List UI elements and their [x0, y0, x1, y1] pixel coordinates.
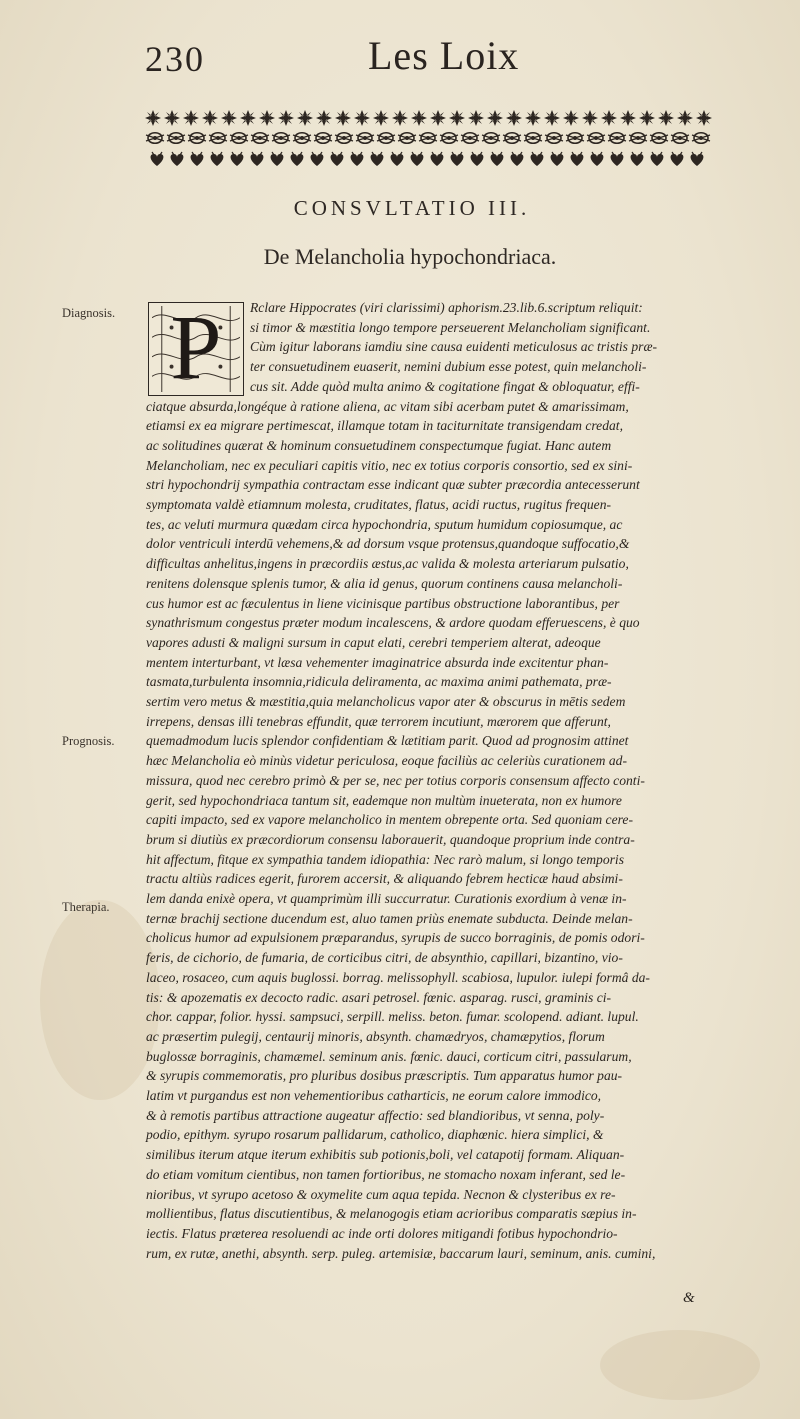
text-line: irrepens, densas illi tenebras effundit, quæ terrorem incutiunt, mærorem que afferunt, [146, 713, 611, 729]
text-line: buglossæ borraginis, chamæmel. seminum anis. fœnic. dauci, corticum citri, passularum, [146, 1048, 632, 1064]
text-line: gerit, sed hypochondriaca tantum sit, eademque non multùm inueterata, non ex humore [146, 792, 622, 808]
text-line: Cùm igitur laborans iamdiu sine causa euidenti meticulosus ac tristis præ- [250, 339, 658, 355]
paper-stain [600, 1330, 760, 1400]
paper-stain [40, 900, 160, 1100]
text-line: ciatque absurda,longéque à ratione aliena, ac vitam sibi acerbam putet & amarissimam, [146, 398, 629, 414]
margin-note-prognosis: Prognosis. [62, 734, 115, 748]
text-line: ternæ brachij sectione ducendum est, aluo tamen priùs enemate subducta. Deinde melan- [146, 910, 633, 926]
text-line: si timor & mæstitia longo tempore perseuerent Melancholiam significant. [250, 319, 651, 335]
text-line: quemadmodum lucis splendor confidentiam & lætitiam parit. Quod ad prognosim attinet [146, 733, 629, 749]
text-line: feris, de cichorio, de fumaria, de corticibus citri, de absynthio, capillari, bizantino, vio- [146, 950, 623, 966]
text-line: tractu altiùs radices egerit, furorem accersit, & aliquando febrem hecticæ haud absimi- [146, 871, 623, 887]
text-line: rum, ex rutæ, anethi, absynth. serp. puleg. artemisiæ, baccarum lauri, seminum, anis. cumini, [146, 1245, 656, 1261]
text-line: tasmata,turbulenta insomnia,ridicula deliramenta, ac maxima animi pathemata, præ- [146, 674, 612, 690]
text-line: hit affectum, fitque ex sympathia tandem idiopathia: Nec rarò malum, si longo temporis [146, 851, 624, 867]
text-line: & syrupis commemoratis, pro pluribus dosibus præscriptis. Tum apparatus humor pau- [146, 1068, 623, 1084]
text-line: cholicus humor ad expulsionem præparandus, syrupis de succo borraginis, de pomis odori- [146, 930, 645, 946]
ornamental-headpiece [145, 104, 715, 174]
text-line: missura, quod nec cerebro primò & per se, nec per totius corporis consensum affecto conti- [146, 772, 645, 788]
drop-cap-letter: P [170, 296, 222, 398]
page-number: 230 [145, 39, 205, 79]
text-line: tis: & apozematis ex decocto radic. asari petrosel. fœnic. asparag. rusci, graminis ci- [146, 989, 612, 1005]
text-line: nioribus, vt syrupo acetoso & oxymelite cum aqua tepida. Necnon & clysteribus ex re- [146, 1186, 616, 1202]
running-head: Les Loix [368, 33, 520, 78]
text-line: mentem interturbant, vt læsa vehementer imaginatrice absurda inde excitentur phan- [146, 654, 609, 670]
text-line: ac solitudines quærat & hominum consuetudinem conspectumque fugiat. Hanc autem [146, 437, 612, 453]
text-line: lem danda enixè opera, vt quamprimùm illi succurratur. Curationis exordium à venæ in- [146, 891, 627, 906]
text-line: difficultas anhelitus,ingens in præcordiis æstus,ac valida & molesta arteriarum pulsatio, [146, 556, 629, 572]
text-line: chor. cappar, folior. hyssi. sampsuci, serpill. meliss. beton. fumar. scolopend. adiant. lupul. [146, 1009, 639, 1025]
text-line: brum si diutiùs ex præcordiorum consensu laborauerit, quandoque proprium inde contra- [146, 831, 635, 847]
text-line: dolor ventriculi interdū vehemens,& ad dorsum vsque protensus,quandoque suffocatio,& [146, 536, 630, 552]
text-line: ac præsertim pulegij, centaurij minoris, absynth. chamædryos, chamæpytios, florum [146, 1028, 605, 1044]
text-line: etiamsi ex ea migrare pertimescat, illamque totam in taciturnitate transigendam credat, [146, 418, 623, 434]
text-line: stri hypochondrij sympathia contractam esse indicant quæ subter præcordia antecesserunt [146, 477, 640, 493]
text-line: latim vt purgandus est non vehementioribus catharticis, ne eorum calore immodico, [146, 1088, 602, 1103]
text-line: iectis. Flatus præterea resoluendi ac inde orti dolores mitigandi fotibus hypochondrio- [146, 1225, 618, 1241]
text-line: Melancholiam, nec ex peculiari capitis vitio, nec ex totius corporis consortio, sed ex sini- [146, 457, 633, 473]
text-line: capiti impacto, sed ex vapore melancholico in mentem obrepente orta. Sed quoniam cere- [146, 812, 633, 828]
text-line: cus sit. Adde quòd multa animo & cogitatione fingat & obloquatur, effi- [250, 378, 640, 394]
catchword: & [683, 1290, 695, 1306]
text-line: symptomata valdè etiamnum molesta, cruditates, flatus, acidi ructus, rugitus frequen- [146, 497, 612, 512]
section-title: CONSVLTATIO III. [293, 196, 531, 220]
text-line: renitens dolensque splenis tumor, & alia id genus, quorum continens causa melancholi- [146, 575, 623, 591]
drop-cap-initial [148, 296, 244, 398]
section-subtitle: De Melancholia hypochondriaca. [263, 244, 557, 269]
text-line: sertim vero metus & mæstitia,quia melancholicus vapor ater & obscurus in mētis sedem [146, 694, 626, 709]
text-line: ter consuetudinem euaserit, nemini dubium esse potest, quin melancholi- [250, 359, 647, 375]
text-line: podio, epithym. syrupo rosarum pallidarum, catholico, diaphœnic. hiera simplici, & [146, 1127, 604, 1143]
text-line: similibus iterum atque iterum exhibitis sub potionis,boli, vel catapotij formam. Aliquan- [146, 1147, 625, 1163]
text-line: Rclare Hippocrates (viri clarissimi) aphorism.23.lib.6.scriptum reliquit: [250, 300, 643, 315]
text-line: hæc Melancholia eò minùs videtur periculosa, eoque faciliùs ac celeriùs curationem ad- [146, 753, 627, 769]
text-line: tes, ac veluti murmura quædam circa hypochondria, sputum humidum copiosumque, ac [146, 516, 623, 532]
text-line: laceo, rosaceo, cum aquis buglossi. borrag. melissophyll. scabiosa, lupulor. iulepi formâ da- [146, 969, 650, 985]
text-line: synathrismum congestus præter modum incalescens, & ardore quodam efferuescens, è quo [146, 615, 640, 631]
margin-note-diagnosis: Diagnosis. [62, 306, 116, 320]
text-line: vapores adusti & maligni sursum in caput elati, cerebri temperiem alterat, adeoque [146, 634, 601, 650]
text-line: & à remotis partibus attractione augeatur affectio: sed blandioribus, vt senna, poly- [146, 1107, 605, 1123]
text-line: cus humor est ac fæculentus in liene vicinisque partibus obstructione laborantibus, per [146, 595, 620, 611]
text-line: mollientibus, flatus discutientibus, & melanogogis etiam acrioribus comparatis sæpius in- [146, 1206, 637, 1222]
text-line: do etiam vomitum cientibus, non tamen fortioribus, ne stomacho noxam inferant, sed le- [146, 1166, 626, 1182]
margin-note-therapia: Therapia. [62, 900, 110, 914]
